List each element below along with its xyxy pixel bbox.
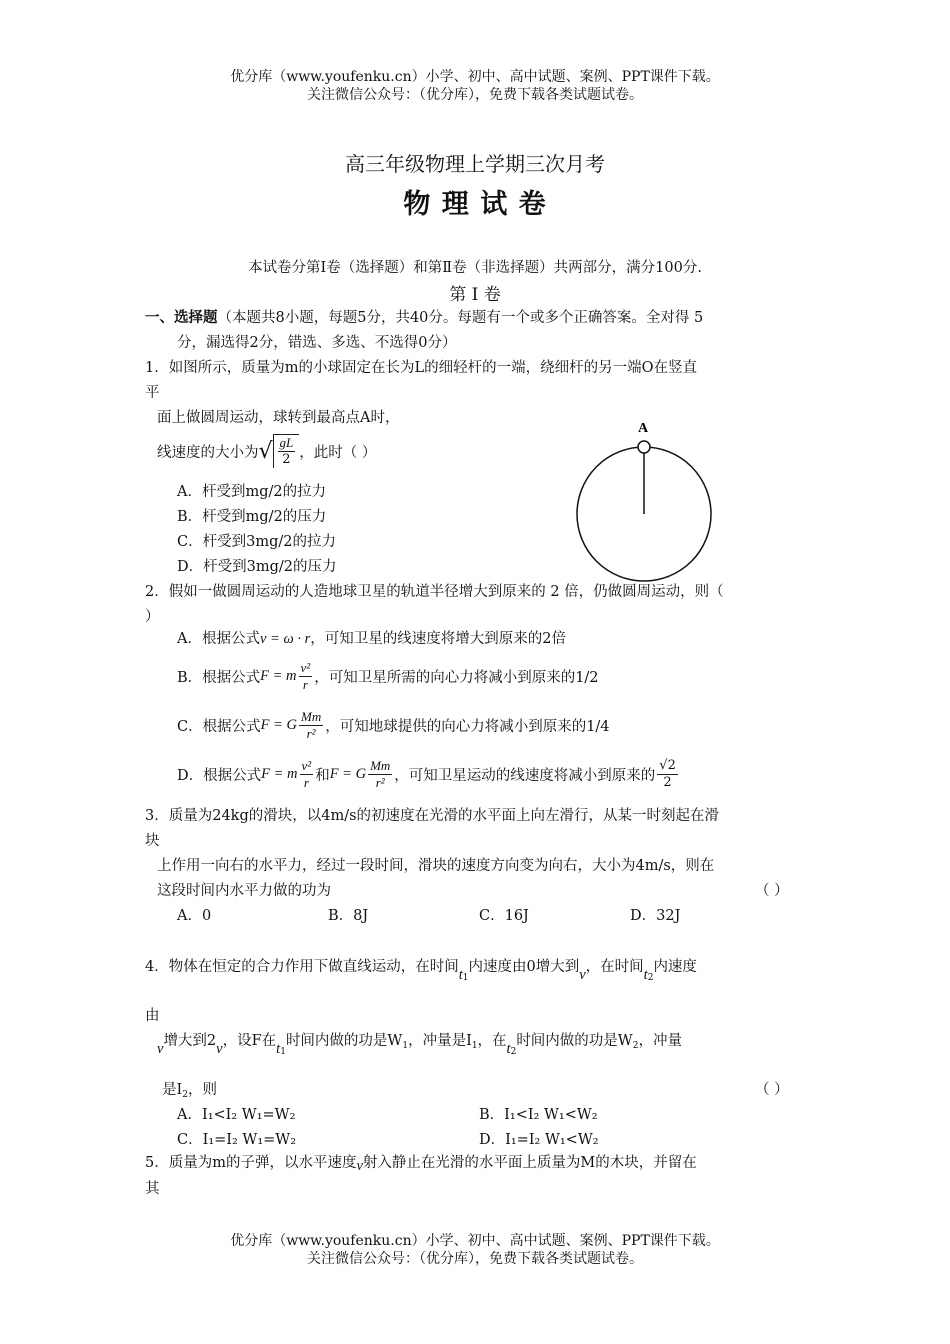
q4-option-d: D．I₁=I₂ W₁<W₂ [479,1132,599,1148]
section-1-desc-2: 分，漏选得2分，错选、多选、不选得0分） [177,335,457,351]
q2-option-d: D．根据公式 F = m $\frac{\text{v²}}{r}$ 和 F = G $\frac{Mm}{\text{r²}}$ ，可知卫星运动的线速度将减小到原来的 $\frac{√2}{2}$ [177,757,676,790]
ball-circle [638,441,650,453]
q2-option-b: B．根据公式 F = m $\frac{\text{v²}}{r}$ ，可知卫星所需的向心力将减小到原来的1/2 [177,659,599,692]
q3-line-1: 3．质量为24kg的滑块，以4m/s的初速度在光滑的水平面上向左滑行，从某一时刻起在滑 [145,808,720,824]
exam-subtitle: 高三年级物理上学期三次月考 [345,152,605,176]
footer-line-2: 关注微信公众号：（优分库），免费下载各类试题试卷。 [307,1251,643,1267]
q4-line-3: v增大到2v，设F在$t_1$时间内做的功是$W_1$，冲量是$I_1$，在$t_2$时间内做的功是$W_2$，冲量 [157,1033,682,1057]
q2-option-a: A．根据公式v = ω · r，可知卫星的线速度将增大到原来的2倍 [177,631,566,647]
q3-option-a: A．0 [177,908,212,924]
q1-line-1: 1．如图所示，质量为m的小球固定在长为L的细轻杆的一端，绕细杆的另一端O在竖直 [145,360,697,376]
q5-line-1: 5．质量为m的子弹，以水平速度v射入静止在光滑的水平面上质量为M的木块，并留在 [145,1155,697,1174]
point-a-label: A [638,421,649,436]
exam-title: 物 理 试 卷 [403,189,547,220]
q4-line-2: 由 [145,1008,160,1024]
q4-option-b: B．I₁<I₂ W₁<W₂ [479,1107,598,1123]
volume-heading: 第 Ⅰ 卷 [449,285,501,305]
q2-line-1: 2．假如一做圆周运动的人造地球卫星的轨道半径增大到原来的 2 倍，仍做圆周运动，则（ [145,584,724,600]
q1-line-3: 面上做圆周运动，球转到最高点A时， [157,410,400,426]
q3-answer-bracket: （ ） [755,883,789,899]
q1-option-c: C．杆受到3mg/2的拉力 [177,534,336,550]
q1-option-d: D．杆受到3mg/2的压力 [177,559,337,575]
q3-line-2: 块 [145,833,160,849]
q5-line-2: 其 [145,1181,160,1197]
section-1-desc: 一、选择题（本题共8小题，每题5分，共40分。每题有一个或多个正确答案。全对得 5 [145,309,704,326]
q1-option-a: A．杆受到mg/2的拉力 [177,484,327,500]
q3-option-c: C．16J [479,908,529,924]
q1-line-2: 平 [145,385,160,401]
q3-option-d: D．32J [630,908,681,924]
q3-option-b: B．8J [328,908,369,924]
q1-speed-sqrt: √ $\frac{gL}{2}$ [259,434,300,468]
q4-line-4: 是$I_2$，则 [162,1082,217,1100]
q3-line-4: 这段时间内水平力做的功为 [157,883,331,899]
q2-line-2: ） [145,609,160,625]
intro-text: 本试卷分第Ⅰ卷（选择题）和第Ⅱ卷（非选择题）共两部分，满分100分. [248,260,702,276]
footer-line-1: 优分库（www.youfenku.cn）小学、初中、高中试题、案例、PPT课件下载。 [230,1233,720,1249]
header-line-2: 关注微信公众号：（优分库），免费下载各类试题试卷。 [307,87,643,103]
q2-option-c: C．根据公式 F = G $\frac{Mm}{\text{r²}}$ ，可知地球提供的向心力将减小到原来的1/4 [177,708,610,741]
section-1-head: 一、选择题 [145,309,218,326]
q1-option-b: B．杆受到mg/2的压力 [177,509,327,525]
header-line-1: 优分库（www.youfenku.cn）小学、初中、高中试题、案例、PPT课件下载。 [230,69,720,85]
q4-option-a: A．I₁<I₂ W₁=W₂ [177,1107,296,1123]
q4-answer-bracket: （ ） [755,1082,789,1098]
q1-line-4: 线速度的大小为 √ $\frac{gL}{2}$ ，此时（ ） [157,435,377,467]
q3-line-3: 上作用一向右的水平力，经过一段时间，滑块的速度方向变为向右，大小为4m/s，则在 [157,858,715,874]
q4-option-c: C．I₁=I₂ W₁=W₂ [177,1132,297,1148]
q1-circle-figure [570,412,720,582]
q4-line-1: 4．物体在恒定的合力作用下做直线运动，在时间$t_1$内速度由0增大到v，在时间$t_2$内速度 [145,959,697,983]
